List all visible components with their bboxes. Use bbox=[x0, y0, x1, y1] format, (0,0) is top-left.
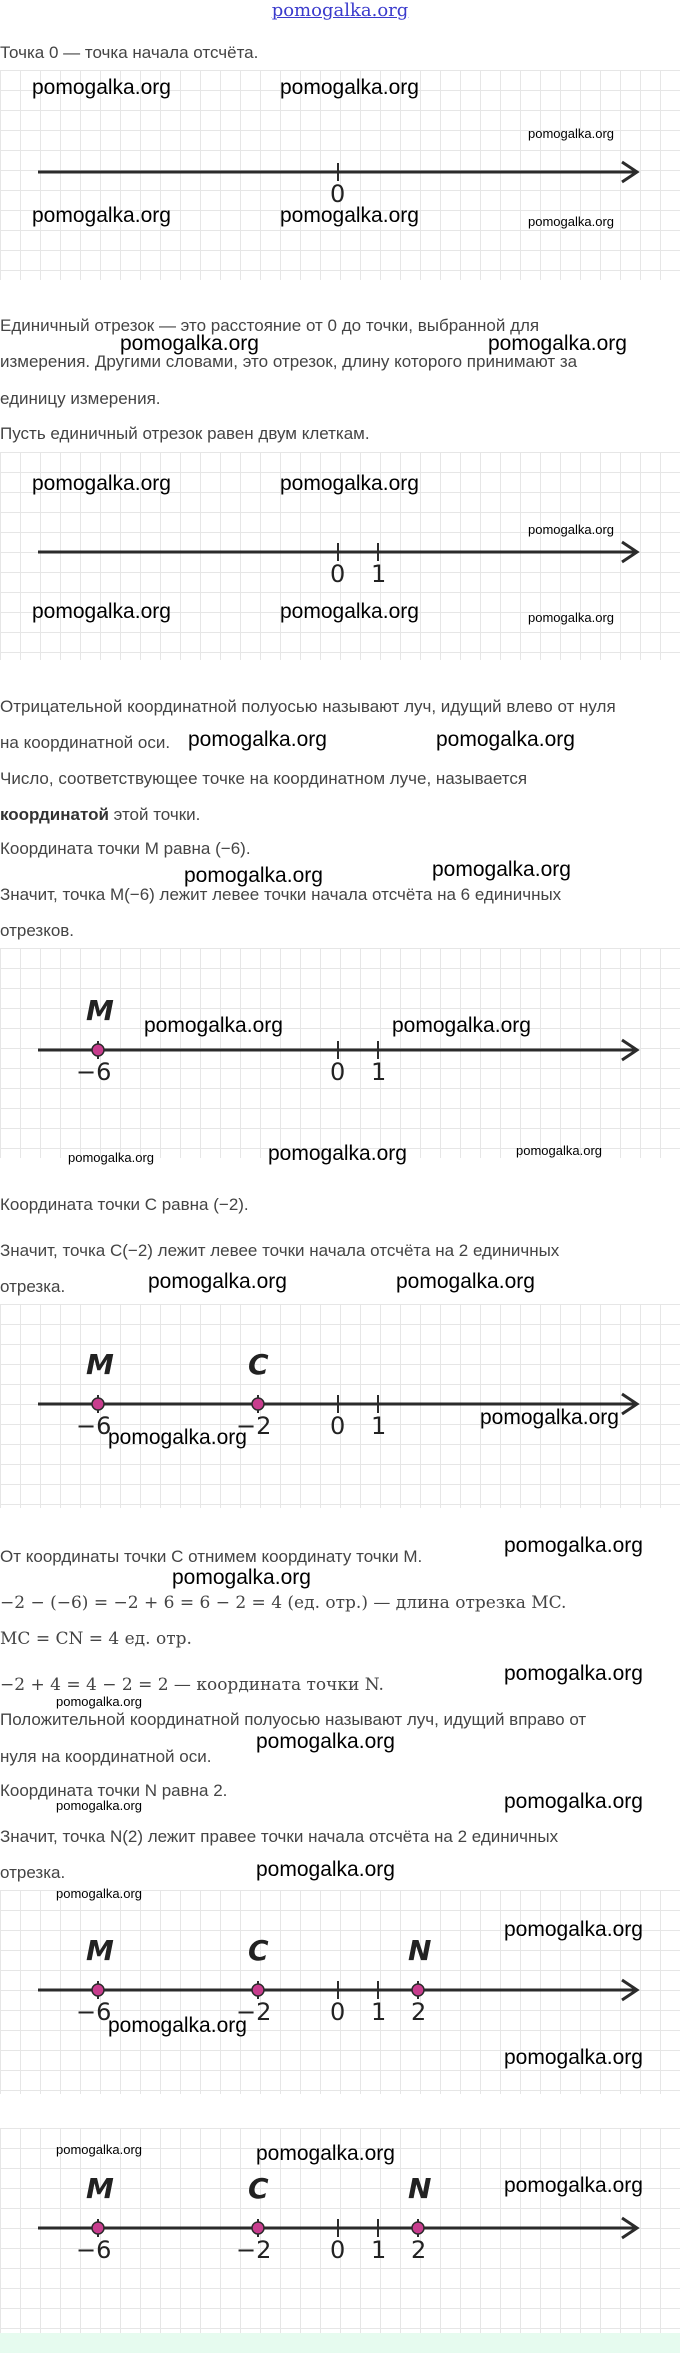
text-negative-2: на координатной оси. bbox=[0, 733, 171, 752]
tick-label-1: 1 bbox=[371, 2236, 387, 2264]
site-link[interactable]: pomogalka.org bbox=[271, 0, 409, 21]
watermark: pomogalka.org bbox=[256, 1858, 395, 1881]
text-unit-1: Единичный отрезок — это расстояние от 0 до точки, выбранной для bbox=[0, 316, 540, 335]
text-subtract: От координаты точки C отнимем координату точки M. bbox=[0, 1547, 423, 1566]
tick-label-2: 2 bbox=[411, 1998, 427, 2026]
tick-label-0: 0 bbox=[330, 1998, 346, 2026]
text-calc-mc: −2 − (−6) = −2 + 6 = 6 − 2 = 4 (ед. отр.) — длина отрезка MC. bbox=[0, 1593, 567, 1613]
text-m-left-2: отрезков. bbox=[0, 921, 75, 940]
text-mc-cn: MC = CN = 4 ед. отр. bbox=[0, 1629, 192, 1649]
watermark: pomogalka.org bbox=[528, 610, 614, 625]
text-negative-1: Отрицательной координатной полуосью называют луч, идущий влево от нуля bbox=[0, 697, 616, 716]
watermark: pomogalka.org bbox=[396, 1270, 535, 1293]
watermark: pomogalka.org bbox=[436, 728, 575, 751]
tick-label-neg6: −6 bbox=[76, 1058, 112, 1086]
text-unit-3: единицу измерения. bbox=[0, 389, 161, 408]
watermark: pomogalka.org bbox=[144, 1014, 283, 1037]
watermark: pomogalka.org bbox=[256, 2142, 395, 2165]
watermark: pomogalka.org bbox=[280, 600, 419, 623]
watermark: pomogalka.org bbox=[108, 2014, 247, 2037]
coordinate-term: координатой bbox=[0, 805, 109, 824]
watermark: pomogalka.org bbox=[528, 522, 614, 537]
footer-bar bbox=[0, 2333, 680, 2353]
tick-label-0: 0 bbox=[330, 560, 346, 588]
tick-label-2: 2 bbox=[411, 2236, 427, 2264]
tick-label-0: 0 bbox=[330, 180, 346, 208]
watermark: pomogalka.org bbox=[280, 472, 419, 495]
number-line-3 bbox=[0, 948, 680, 1158]
watermark: pomogalka.org bbox=[516, 1143, 602, 1158]
point-m bbox=[92, 1984, 104, 1996]
point-label-n: N bbox=[408, 1934, 432, 1967]
text-c-left-2: отрезка. bbox=[0, 1277, 66, 1296]
text-coordinate-2 bbox=[0, 804, 680, 826]
text-m-left-1: Значит, точка M(−6) лежит левее точки начала отсчёта на 6 единичных bbox=[0, 885, 562, 904]
watermark: pomogalka.org bbox=[108, 1426, 247, 1449]
point-m bbox=[92, 2222, 104, 2234]
text-coordinate-1: Число, соответствующее точке на координатном луче, называется bbox=[0, 769, 528, 788]
point-label-n: N bbox=[408, 2172, 432, 2205]
tick-label-neg6: −6 bbox=[76, 1998, 112, 2026]
tick-label-neg2: −2 bbox=[236, 1412, 272, 1440]
point-label-c: C bbox=[248, 1348, 269, 1381]
point-label-m: M bbox=[86, 994, 114, 1027]
point-label-m: M bbox=[86, 1348, 114, 1381]
watermark: pomogalka.org bbox=[32, 204, 171, 227]
tick-label-0: 0 bbox=[330, 1412, 346, 1440]
text-c-left-1: Значит, точка C(−2) лежит левее точки начала отсчёта на 2 единичных bbox=[0, 1241, 560, 1260]
point-n bbox=[412, 1984, 424, 1996]
tick-label-0: 0 bbox=[330, 2236, 346, 2264]
text-positive-1: Положительной координатной полуосью называют луч, идущий вправо от bbox=[0, 1710, 587, 1729]
text-origin: Точка 0 — точка начала отсчёта. bbox=[0, 43, 259, 62]
point-c bbox=[252, 1984, 264, 1996]
tick-label-neg6: −6 bbox=[76, 2236, 112, 2264]
watermark: pomogalka.org bbox=[120, 332, 259, 355]
watermark: pomogalka.org bbox=[432, 858, 571, 881]
watermark: pomogalka.org bbox=[56, 1886, 142, 1901]
watermark: pomogalka.org bbox=[268, 1142, 407, 1165]
watermark: pomogalka.org bbox=[32, 472, 171, 495]
point-c bbox=[252, 2222, 264, 2234]
watermark: pomogalka.org bbox=[392, 1014, 531, 1037]
watermark: pomogalka.org bbox=[280, 76, 419, 99]
point-label-c: C bbox=[248, 2172, 269, 2205]
watermark: pomogalka.org bbox=[504, 1662, 643, 1685]
text-n-right-2: отрезка. bbox=[0, 1863, 66, 1882]
text-unit-cells: Пусть единичный отрезок равен двум клеткам. bbox=[0, 424, 370, 443]
watermark: pomogalka.org bbox=[504, 1918, 643, 1941]
watermark: pomogalka.org bbox=[488, 332, 627, 355]
text-unit-2: измерения. Другими словами, это отрезок, длину которого принимают за bbox=[0, 352, 578, 371]
tick-label-1: 1 bbox=[371, 560, 387, 588]
watermark: pomogalka.org bbox=[528, 214, 614, 229]
watermark: pomogalka.org bbox=[56, 1694, 142, 1709]
coordinate-rest: этой точки. bbox=[108, 805, 201, 824]
text-n-coord: Координата точки N равна 2. bbox=[0, 1781, 228, 1800]
tick-label-1: 1 bbox=[371, 1998, 387, 2026]
tick-label-1: 1 bbox=[371, 1058, 387, 1086]
tick-label-1: 1 bbox=[371, 1412, 387, 1440]
watermark: pomogalka.org bbox=[504, 2046, 643, 2069]
tick-label-0: 0 bbox=[330, 1058, 346, 1086]
watermark: pomogalka.org bbox=[148, 1270, 287, 1293]
watermark: pomogalka.org bbox=[56, 2142, 142, 2157]
watermark: pomogalka.org bbox=[32, 76, 171, 99]
text-positive-2: нуля на координатной оси. bbox=[0, 1747, 212, 1766]
watermark: pomogalka.org bbox=[68, 1150, 154, 1165]
text-c-coord: Координата точки C равна (−2). bbox=[0, 1195, 249, 1214]
point-label-c: C bbox=[248, 1934, 269, 1967]
watermark: pomogalka.org bbox=[184, 864, 323, 887]
point-m bbox=[92, 1044, 104, 1056]
watermark: pomogalka.org bbox=[32, 600, 171, 623]
point-n bbox=[412, 2222, 424, 2234]
tick-label-neg2: −2 bbox=[236, 1998, 272, 2026]
watermark: pomogalka.org bbox=[172, 1566, 311, 1589]
tick-label-neg2: −2 bbox=[236, 2236, 272, 2264]
point-m bbox=[92, 1398, 104, 1410]
watermark: pomogalka.org bbox=[256, 1730, 395, 1753]
text-calc-n: −2 + 4 = 4 − 2 = 2 — координата точки N. bbox=[0, 1675, 384, 1695]
point-label-m: M bbox=[86, 1934, 114, 1967]
point-label-m: M bbox=[86, 2172, 114, 2205]
watermark: pomogalka.org bbox=[504, 1534, 643, 1557]
text-n-right-1: Значит, точка N(2) лежит правее точки начала отсчёта на 2 единичных bbox=[0, 1827, 559, 1846]
watermark: pomogalka.org bbox=[188, 728, 327, 751]
watermark: pomogalka.org bbox=[480, 1406, 619, 1429]
watermark: pomogalka.org bbox=[56, 1798, 142, 1813]
number-line-1 bbox=[0, 70, 680, 280]
watermark: pomogalka.org bbox=[528, 126, 614, 141]
tick-label-neg6: −6 bbox=[76, 1412, 112, 1440]
text-m-coord: Координата точки M равна (−6). bbox=[0, 839, 251, 858]
watermark: pomogalka.org bbox=[504, 1790, 643, 1813]
point-c bbox=[252, 1398, 264, 1410]
watermark: pomogalka.org bbox=[504, 2174, 643, 2197]
watermark: pomogalka.org bbox=[280, 204, 419, 227]
